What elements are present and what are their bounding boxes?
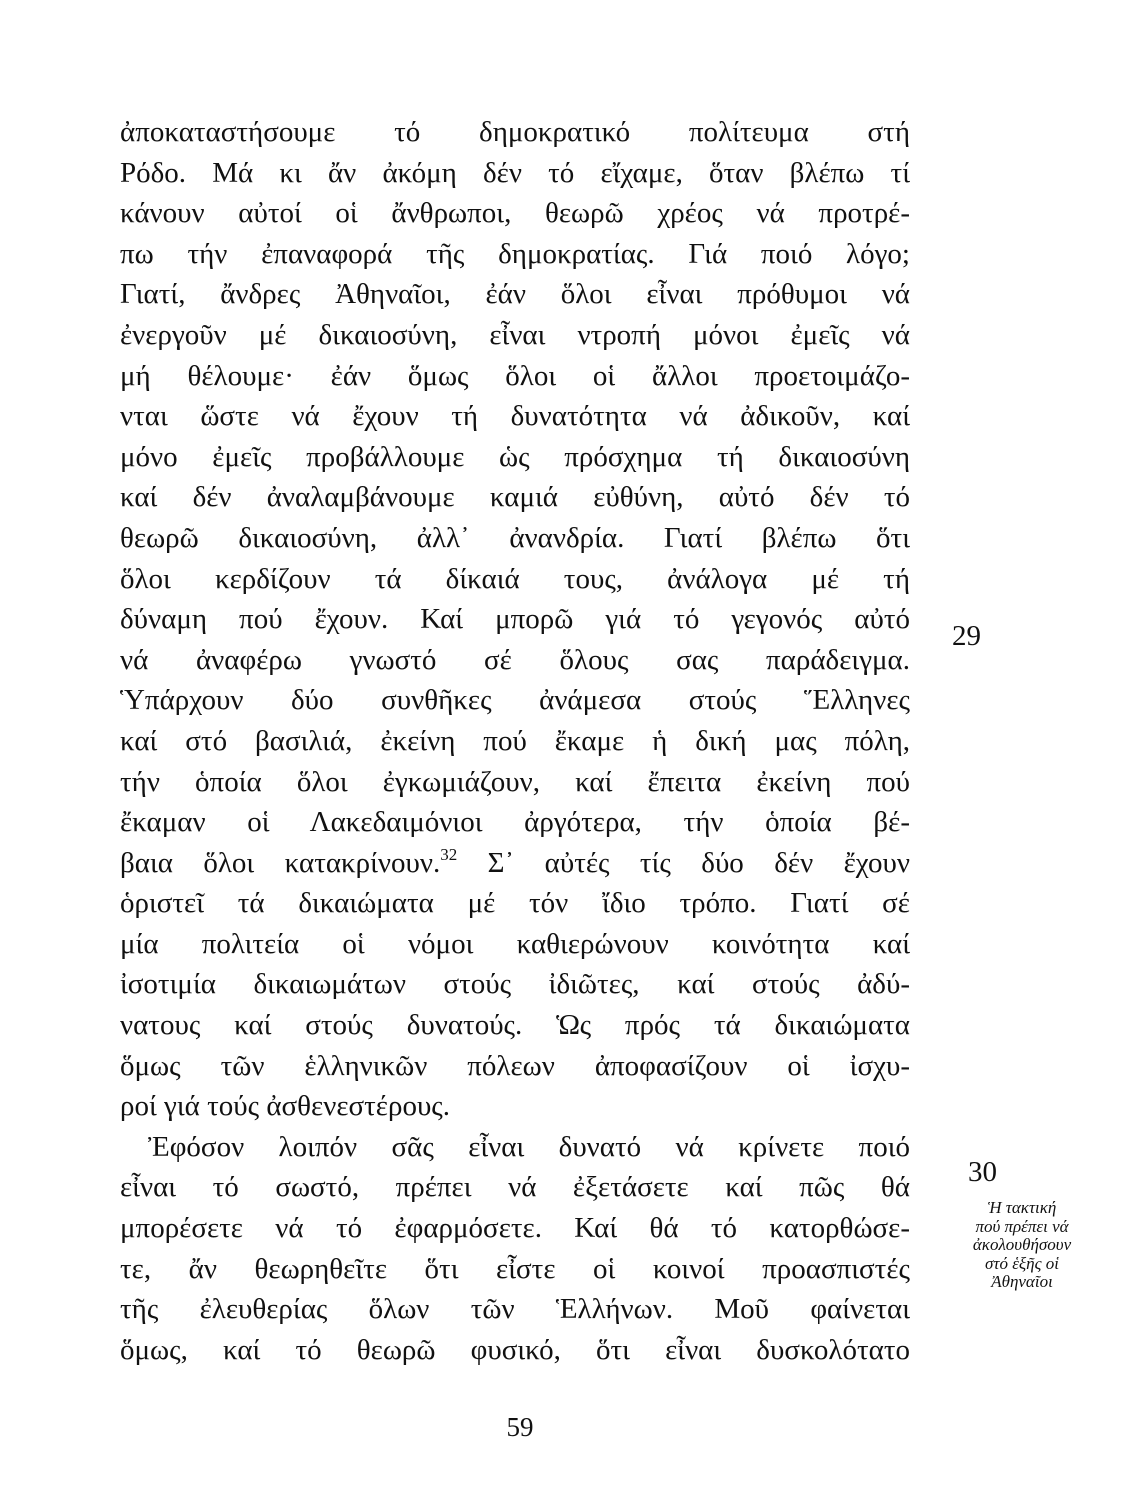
text-line: τῆς ἐλευθερίας ὅλων τῶν Ἑλλήνων. Μοῦ φαίνεται: [120, 1293, 910, 1326]
text-line: Ρόδο. Μά κι ἄν ἀκόμη δέν τό εἴχαμε, ὅταν βλέπω τί: [120, 156, 910, 189]
text-line: μία πολιτεία οἱ νόμοι καθιερώνουν κοινότητα καί: [120, 927, 910, 960]
text-line: ἐνεργοῦν μέ δικαιοσύνη, εἶναι ντροπή μόνοι ἐμεῖς νά: [120, 318, 910, 351]
text-line: δύναμη πού ἔχουν. Καί μπορῶ γιά τό γεγονός αὐτό: [120, 603, 910, 636]
text-line: μή θέλουμε· ἐάν ὅμως ὅλοι οἱ ἄλλοι προετοιμάζο-: [120, 359, 910, 392]
page-number: 59: [506, 1412, 534, 1442]
text-line-with-footnote: [120, 843, 910, 884]
text-line: τήν ὁποία ὅλοι ἐγκωμιάζουν, καί ἔπειτα ἐκείνη πού: [120, 765, 910, 798]
side-note-line: Ἡ τακτική: [987, 1198, 1057, 1217]
side-note-line: Ἀθηναῖοι: [991, 1272, 1053, 1291]
text-line: καί στό βασιλιά, ἐκείνη πού ἔκαμε ἡ δική μας πόλη,: [120, 724, 910, 757]
paragraph-end-line: ροί γιά τούς ἀσθενεστέρους.: [120, 1090, 451, 1123]
margin-section-number: 29: [952, 620, 981, 652]
text-line: θεωρῶ δικαιοσύνη, ἀλλ᾽ ἀνανδρία. Γιατί βλέπω ὅτι: [120, 521, 910, 554]
text-line: μόνο ἐμεῖς προβάλλουμε ὡς πρόσχημα τή δικαιοσύνη: [120, 440, 910, 473]
text-line: ἀποκαταστήσουμε τό δημοκρατικό πολίτευμα στή: [120, 116, 910, 148]
text-line: ὅμως, καί τό θεωρῶ φυσικό, ὅτι εἶναι δυσκολότατο: [120, 1333, 910, 1366]
text-line: καί δέν ἀναλαμβάνουμε καμιά εὐθύνη, αὐτό δέν τό: [120, 481, 910, 514]
text-line: εἶναι τό σωστό, πρέπει νά ἐξετάσετε καί πῶς θά: [120, 1171, 910, 1204]
text-segment: βαια ὅλοι κατακρίνουν.: [120, 846, 441, 879]
text-line: Γιατί, ἄνδρες Ἀθηναῖοι, ἐάν ὅλοι εἶναι πρόθυμοι νά: [120, 278, 910, 311]
side-note-line: στό ἑξῆς οἱ: [984, 1253, 1059, 1273]
text-line: τε, ἄν θεωρηθεῖτε ὅτι εἶστε οἱ κοινοί προασπιστές: [120, 1252, 910, 1285]
text-segment: Σ᾽ αὐτές τίς δύο δέν ἔχουν: [457, 846, 910, 879]
text-line: ὅμως τῶν ἑλληνικῶν πόλεων ἀποφασίζουν οἱ ἰσχυ-: [120, 1049, 910, 1082]
side-note-line: ἀκολουθήσουν: [972, 1235, 1072, 1254]
text-line: νατους καί στούς δυνατούς. Ὡς πρός τά δικαιώματα: [120, 1009, 910, 1042]
text-line: πω τήν ἐπαναφορά τῆς δημοκρατίας. Γιά ποιό λόγο;: [120, 237, 910, 270]
margin-side-note: [937, 1199, 1107, 1292]
text-line: μπορέσετε νά τό ἐφαρμόσετε. Καί θά τό κατορθώσε-: [120, 1212, 910, 1245]
text-line: νά ἀναφέρω γνωστό σέ ὅλους σας παράδειγμα.: [120, 643, 910, 676]
text-line: ἰσοτιμία δικαιωμάτων στούς ἰδιῶτες, καί στούς ἀδύ-: [120, 968, 910, 1001]
body-text: [120, 112, 910, 1370]
side-note-line: πού πρέπει νά: [975, 1216, 1069, 1236]
text-line: νται ὥστε νά ἔχουν τή δυνατότητα νά ἀδικοῦν, καί: [120, 400, 910, 433]
paragraph-start-line: Ἐφόσον λοιπόν σᾶς εἶναι δυνατό νά κρίνετε ποιό: [148, 1130, 910, 1163]
text-line: ὁριστεῖ τά δικαιώματα μέ τόν ἴδιο τρόπο. Γιατί σέ: [120, 887, 910, 920]
footnote-marker: 32: [440, 844, 458, 864]
text-line: κάνουν αὐτοί οἱ ἄνθρωποι, θεωρῶ χρέος νά προτρέ-: [120, 197, 910, 230]
text-line: ὅλοι κερδίζουν τά δίκαιά τους, ἀνάλογα μέ τή: [120, 562, 910, 595]
text-line: ἔκαμαν οἱ Λακεδαιμόνιοι ἀργότερα, τήν ὁποία βέ-: [120, 806, 910, 839]
text-line: Ὑπάρχουν δύο συνθῆκες ἀνάμεσα στούς Ἕλληνες: [120, 684, 910, 717]
margin-section-number: 30: [968, 1156, 997, 1188]
